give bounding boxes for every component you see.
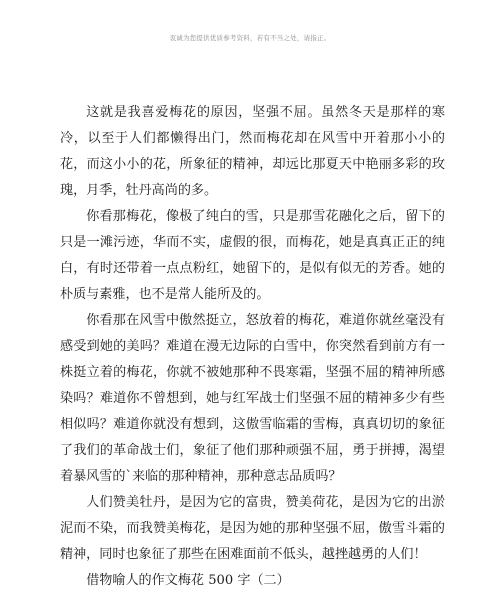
section-title: 借物喻人的作文梅花 500 字（二）	[86, 573, 290, 588]
paragraph-3: 你看那在风雪中傲然挺立，怒放着的梅花，难道你就丝毫没有感受到她的美吗？难道在漫无边际的白雪中，你突然看到前方有一株挺立着的梅花，你就不被她那种不畏寒霜，坚强不屈的精神所感染吗？难道你不曾想到，她与红军战士们坚强不屈的精神多少有些相似吗？难道你就没有想到，这傲雪临霜的雪梅，真真切切的象征了我们的革命战士们，象征了他们那种顽强不屈，勇于拼搏，渴望着暴风雪的`来临的那种精神，那种意志品质吗？	[60, 313, 445, 484]
paragraph-4: 人们赞美牡丹，是因为它的富贵，赞美荷花，是因为它的出淤泥而不染，而我赞美梅花，是因为她的那种坚强不屈，傲雪斗霜的精神，同时也象征了那些在困难面前不低头，越挫越勇的人们！	[60, 495, 445, 562]
paragraph-1: 这就是我喜爱梅花的原因，坚强不屈。虽然冬天是那样的寒冷，以至于人们都懒得出门，然而梅花却在风雪中开着那小小的花，而这小小的花，所象征的精神，却远比那夏天中艳丽多彩的玫瑰，月季，牡丹高尚的多。	[60, 105, 445, 198]
document-body	[60, 100, 445, 594]
header-disclaimer: 衷诚为您提供优质参考资料，若有不当之处，请指正。	[169, 34, 331, 42]
paragraph-2: 你看那梅花，像极了纯白的雪，只是那雪花融化之后，留下的只是一滩污迹，华而不实，虚假的很，而梅花，她是真真正正的纯白，有时还带着一点点粉红，她留下的，是似有似无的芳香。她的朴质与素雅，也不是常人能所及的。	[60, 209, 445, 302]
